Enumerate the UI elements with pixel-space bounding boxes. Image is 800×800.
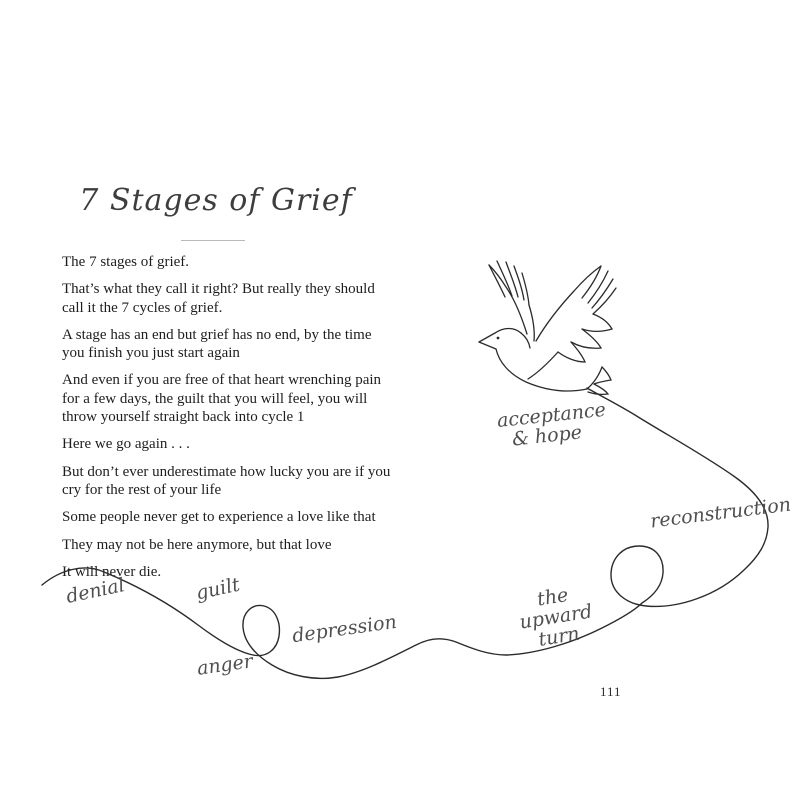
poem-paragraph: The 7 stages of grief. (62, 254, 190, 270)
poem-paragraph: A stage has an end but grief has no end, by the time you finish you just start again (62, 326, 372, 362)
poem-paragraph: Here we go again . . . (62, 436, 190, 453)
poem-paragraph: They may not be here anymore, but that love (62, 536, 332, 553)
dove-illustration (479, 261, 616, 394)
poem-paragraph: It will never die. (62, 563, 162, 580)
stage-label-guilt: guilt (193, 573, 242, 605)
stage-label-acceptance-and-hope: acceptance & hope (495, 398, 607, 451)
stage-label-denial: denial (64, 574, 127, 608)
poem-text (62, 253, 394, 590)
stage-label-depression: depression (290, 610, 399, 648)
page-number: 111 (600, 684, 622, 699)
dove-eye (497, 337, 500, 340)
page-title: 7 Stages of Grief (79, 183, 353, 218)
poem-paragraph: And even if you are free of that heart wrenching pain for a few days, the guilt that you will feel, you will throw yourself straight back into cycle 1 (62, 372, 382, 426)
stage-label-the-upward-turn: the upward turn (517, 583, 594, 651)
poem-paragraph: But don’t ever underestimate how lucky you are if you cry for the rest of your life (62, 463, 391, 498)
title-underline-divider (181, 240, 245, 241)
poem-paragraph: Some people never get to experience a love like that (62, 509, 376, 526)
stage-label-anger: anger (195, 650, 255, 680)
stage-label-reconstruction: reconstruction (649, 493, 793, 533)
poem-paragraph: That’s what they call it right? But really they should call it the 7 cycles of grief. (62, 281, 375, 316)
